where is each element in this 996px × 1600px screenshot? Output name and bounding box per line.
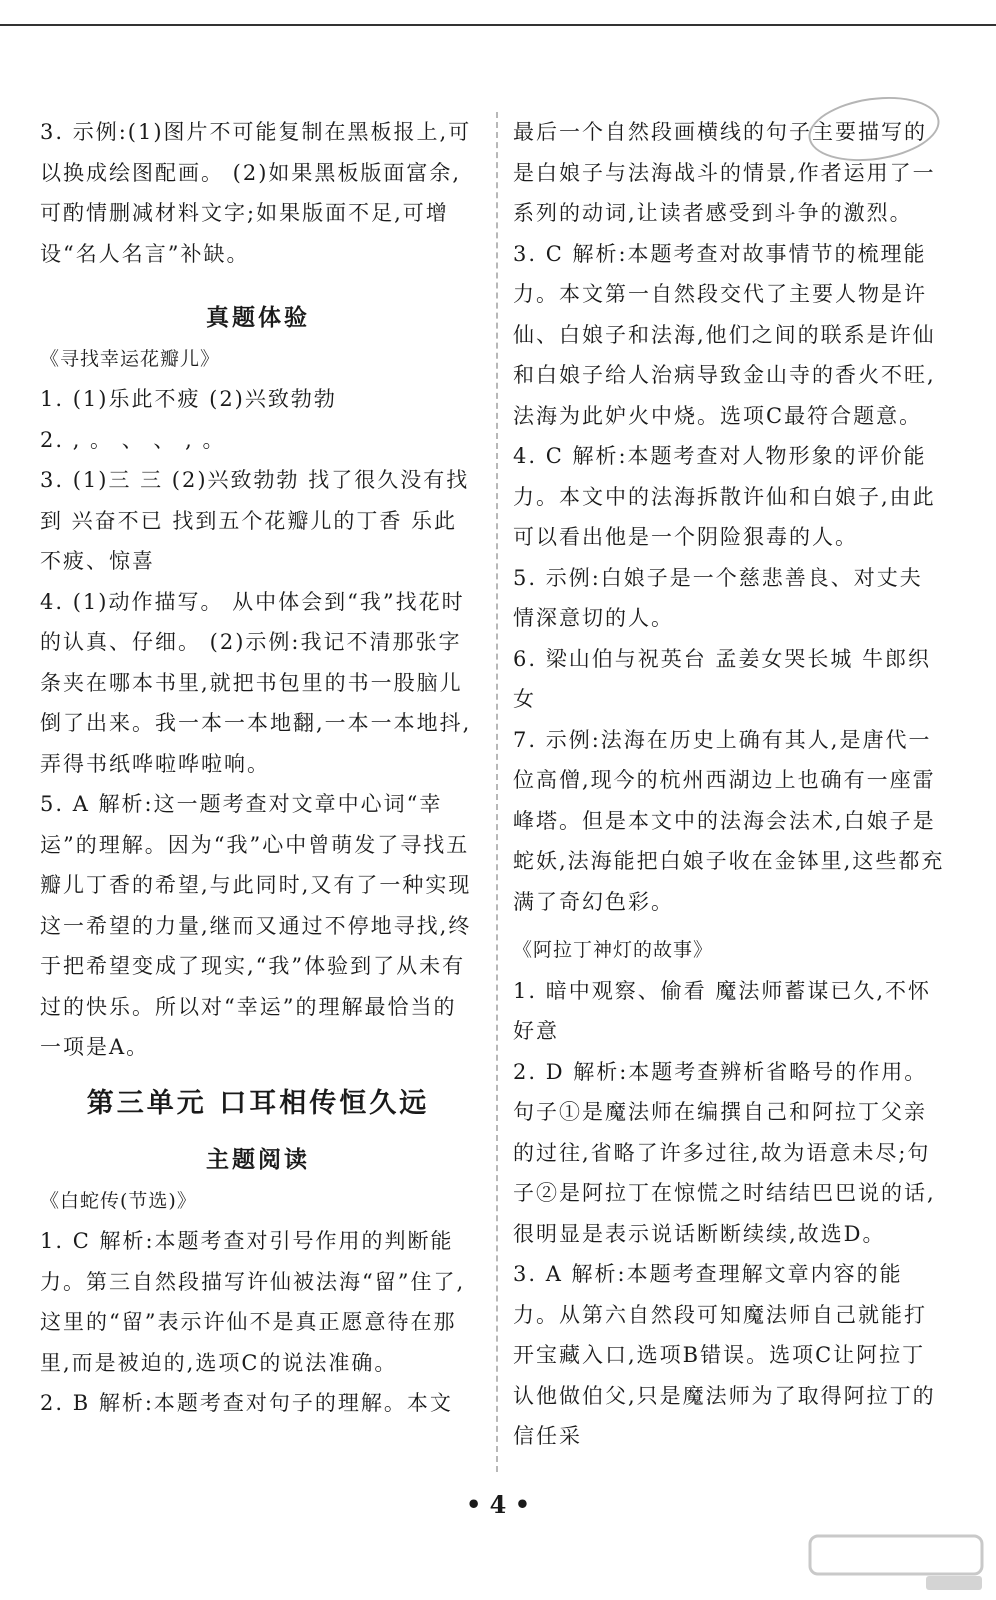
right-column <box>513 112 945 1457</box>
answer-item: 2. , 。 、 、 , 。 <box>40 427 226 452</box>
section-title: 主题阅读 <box>206 1146 310 1173</box>
answer-item: 1. 暗中观察、偷看 魔法师蓄谋已久,不怀好意 <box>513 978 932 1043</box>
answer-3-example: 3. 示例:(1)图片不可能复制在黑板报上,可以换成绘图配画。 (2)如果黑板版面富余,可酌情删减材料文字;如果版面不足,可增设“名人名言”补缺。 <box>40 120 472 266</box>
section-title: 真题体验 <box>206 304 310 331</box>
corner-logo-graphic <box>806 1530 986 1594</box>
left-column <box>40 112 476 1424</box>
answer-item: 2. D 解析:本题考查辨析省略号的作用。句子①是魔法师在编撰自己和阿拉丁父亲的过往,省略了许多过往,故为语意未尽;句子②是阿拉丁在惊慌之时结结巴巴说的话,很明显是表示说话断断续续,故选D。 <box>513 1059 936 1246</box>
answer-item: 3. C 解析:本题考查对故事情节的梳理能力。本文第一自然段交代了主要人物是许仙、白娘子和法海,他们之间的联系是许仙和白娘子给人治病导致金山寺的香火不旺,法海为此妒火中烧。选项C最符合题意。 <box>513 241 936 428</box>
page-number: • 4 • <box>465 1490 531 1519</box>
text-title: 《白蛇传(节选)》 <box>40 1189 197 1212</box>
answer-item: 1. (1)乐此不疲 (2)兴致勃勃 <box>40 387 337 411</box>
text-title: 《寻找幸运花瓣儿》 <box>40 347 221 370</box>
answer-item-continued: 最后一个自然段画横线的句子主要描写的是白娘子与法海战斗的情景,作者运用了一系列的动词,让读者感受到斗争的激烈。 <box>513 120 936 225</box>
answer-item: 1. C 解析:本题考查对引号作用的判断能力。第三自然段描写许仙被法海“留”住了,这里的“留”表示许仙不是真正愿意待在那里,而是被迫的,选项C的说法准确。 <box>40 1229 466 1375</box>
answer-item: 5. 示例:白娘子是一个慈悲善良、对丈夫情深意切的人。 <box>513 565 923 630</box>
answer-item: 6. 梁山伯与祝英台 孟姜女哭长城 牛郎织女 <box>513 646 932 711</box>
answer-item: 3. (1)三 三 (2)兴致勃勃 找了很久没有找到 兴奋不已 找到五个花瓣儿的丁香 乐此不疲、惊喜 <box>40 468 470 573</box>
answer-item: 2. B 解析:本题考查对句子的理解。本文 <box>40 1391 453 1415</box>
answer-item: 3. A 解析:本题考查理解文章内容的能力。从第六自然段可知魔法师自己就能打开宝藏入口,选项B错误。选项C让阿拉丁认他做伯父,只是魔法师为了取得阿拉丁的信任采 <box>513 1262 936 1448</box>
answer-item: 4. C 解析:本题考查对人物形象的评价能力。本文中的法海拆散许仙和白娘子,由此可以看出他是一个阴险狠毒的人。 <box>513 444 936 549</box>
answer-item: 5. A 解析:这一题考查对文章中心词“幸运”的理解。因为“我”心中曾萌发了寻找五瓣儿丁香的希望,与此同时,又有了一种实现这一希望的力量,继而又通过不停地寻找,终于把希望变成了现实,“我”体验到了从未有过的快乐。所以对“幸运”的理解最恰当的一项是A。 <box>40 792 472 1059</box>
column-divider <box>496 112 498 1472</box>
answer-item: 4. (1)动作描写。 从中体会到“我”找花时的认真、仔细。 (2)示例:我记不清那张字条夹在哪本书里,就把书包里的书一股脑儿倒了出来。我一本一本地翻,一本一本地抖,弄得书纸哗啦哗啦响。 <box>40 589 472 776</box>
answer-item: 7. 示例:法海在历史上确有其人,是唐代一位高僧,现今的杭州西湖边上也确有一座雷峰塔。但是本文中的法海会法术,白娘子是蛇妖,法海能把白娘子收在金钵里,这些都充满了奇幻色彩。 <box>513 727 945 914</box>
unit-title: 第三单元 口耳相传恒久远 <box>86 1087 430 1119</box>
top-rule <box>0 24 996 26</box>
text-title: 《阿拉丁神灯的故事》 <box>513 939 714 961</box>
